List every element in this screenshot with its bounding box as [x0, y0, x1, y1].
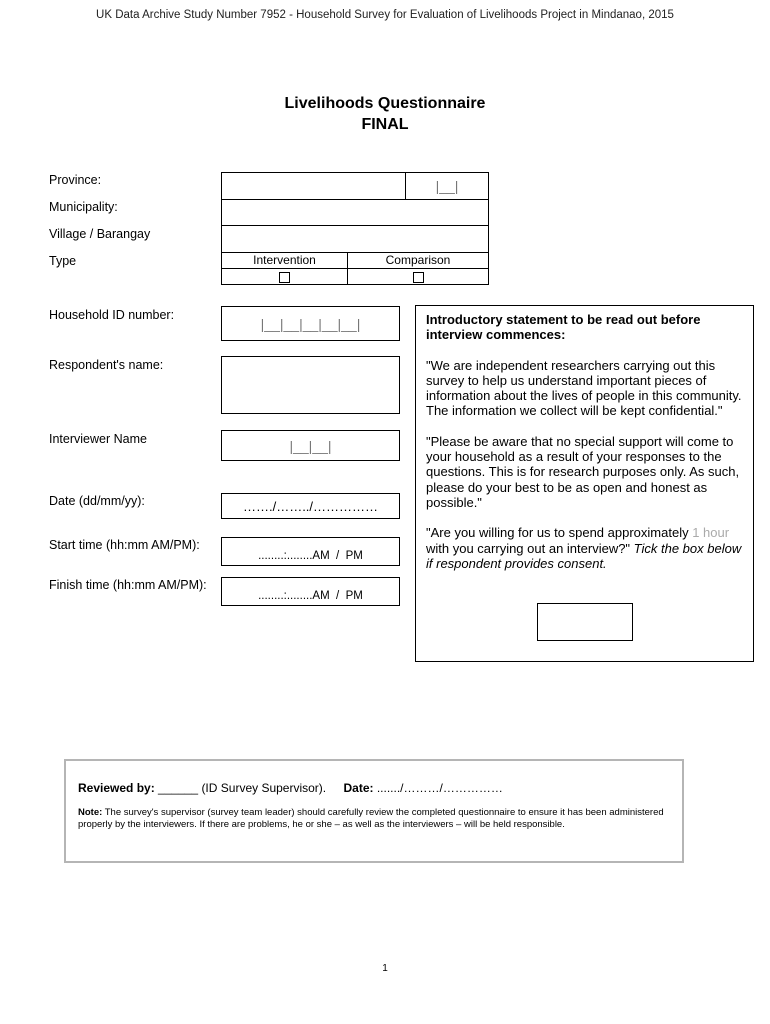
type-label: Type: [49, 254, 77, 268]
comparison-checkbox[interactable]: [413, 272, 424, 283]
review-date-label: Date:: [343, 781, 374, 795]
intro-statement-panel: [415, 305, 754, 662]
intro-paragraph-2: "Please be aware that no special support will come to your household as a result of your responses to the questions. This is for research purposes only. As such, please do your best to be as open and honest as possible.": [426, 433, 740, 510]
review-date-blank[interactable]: ......./………/……………: [376, 781, 503, 795]
reviewed-by-blank[interactable]: ______: [158, 781, 199, 795]
respondent-name-field[interactable]: [221, 356, 400, 414]
household-id-hint: |__|__|__|__|__|: [260, 315, 361, 332]
finish-time-field[interactable]: [221, 577, 400, 606]
intro-paragraph-3-start: "Are you willing for us to spend approximately: [426, 525, 693, 541]
consent-instruction: Tick the box below if respondent provides consent.: [426, 540, 742, 571]
intro-paragraph-1: "We are independent researchers carrying out this survey to help us understand important pieces of information about the lives of people in this community. The information we collect will be kept confidential.": [426, 357, 742, 419]
location-table: [221, 172, 489, 285]
type-intervention-label: Intervention: [222, 253, 347, 269]
village-label: Village / Barangay: [49, 227, 151, 241]
note-label: Note:: [78, 807, 103, 818]
date-field[interactable]: [221, 493, 400, 519]
note-text: The survey's supervisor (survey team leader) should carefully review the completed questionnaire to ensure it has been administered properly by the interviewers. If there are problems, he or she – as well as the interviewers – will be held responsible.: [78, 807, 664, 830]
intro-paragraph-3-end: with you carrying out an interview?": [426, 540, 631, 556]
page-subtitle: FINAL: [361, 116, 409, 133]
province-field[interactable]: [221, 172, 406, 200]
consent-tick-box[interactable]: [537, 603, 633, 641]
type-comparison-cell: [347, 252, 489, 285]
date-label: Date (dd/mm/yy):: [49, 494, 145, 508]
reviewed-by-label: Reviewed by:: [78, 781, 155, 795]
interviewer-label: Interviewer Name: [49, 432, 147, 446]
municipality-field[interactable]: [221, 199, 489, 226]
review-note: [78, 807, 670, 830]
household-id-label: Household ID number:: [49, 308, 175, 322]
province-code: |__|: [435, 178, 459, 194]
type-intervention-cell: [221, 252, 348, 285]
province-label: Province:: [49, 173, 102, 187]
finish-time-label: Finish time (hh:mm AM/PM):: [49, 578, 207, 592]
page-title: Livelihoods Questionnaire: [284, 95, 486, 112]
respondent-label: Respondent's name:: [49, 358, 164, 372]
interviewer-field[interactable]: [221, 430, 400, 461]
interviewer-code-hint: |__|__|: [289, 437, 332, 454]
intro-paragraph-3: [426, 525, 743, 571]
type-comparison-label: Comparison: [348, 253, 488, 269]
reviewed-by-role: (ID Survey Supervisor).: [201, 781, 327, 795]
archive-header: UK Data Archive Study Number 7952 - Household Survey for Evaluation of Livelihoods Project in Mindanao, 2015: [96, 9, 674, 21]
municipality-label: Municipality:: [49, 200, 118, 214]
review-line: [78, 781, 670, 795]
intervention-checkbox[interactable]: [279, 272, 290, 283]
review-panel: [64, 759, 684, 863]
intro-heading: Introductory statement to be read out before interview commences:: [426, 312, 701, 343]
province-code-field[interactable]: [405, 172, 489, 200]
start-time-field[interactable]: [221, 537, 400, 566]
village-field[interactable]: [221, 225, 489, 253]
finish-time-placeholder: ........:........AM / PM: [258, 589, 363, 602]
interview-duration: 1 hour: [692, 525, 730, 541]
page-number: 1: [382, 963, 388, 974]
start-time-placeholder: ........:........AM / PM: [258, 549, 363, 562]
household-id-field[interactable]: [221, 306, 400, 341]
start-time-label: Start time (hh:mm AM/PM):: [49, 538, 200, 552]
date-placeholder: ……./……../……………: [242, 498, 379, 514]
